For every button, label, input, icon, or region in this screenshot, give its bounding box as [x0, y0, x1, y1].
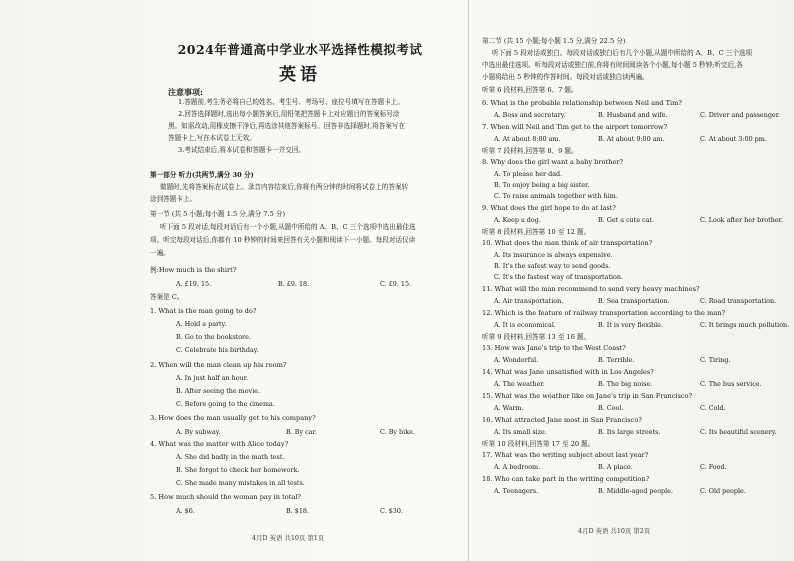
question-stem: 5. How much should the woman pay in total? — [150, 493, 301, 501]
question-stem: 2. When will the man clean up his room? — [150, 361, 287, 369]
question-option: C. Driver and passenger. — [700, 111, 781, 119]
question-option: A. She did badly in the math test. — [176, 453, 285, 461]
notice-line: 3.考试结束后,将本试卷和答题卡一并交回。 — [178, 146, 306, 154]
question-stem: 4. What was the matter with Alice today? — [150, 440, 289, 448]
question-option: A. Warm. — [494, 404, 524, 412]
example-option-c: C. £9. 15. — [380, 280, 412, 288]
notice-heading: 注意事项: — [168, 87, 203, 97]
question-option: B. Get a cute cat. — [598, 216, 655, 224]
question-option: B. Go to the bookstore. — [176, 333, 251, 341]
question-option: C. She made many mistakes in all tests. — [176, 479, 305, 487]
question-option: B. Cool. — [598, 404, 624, 412]
question-stem: 9. What does the girl hope to do at last? — [482, 204, 616, 212]
question-option: A. By subway. — [176, 428, 221, 436]
question-option: C. Food. — [700, 463, 727, 471]
question-stem: 18. Who can take part in the writing competition? — [482, 475, 650, 483]
question-stem: 14. What was Jane unsatisfied with in Los Angeles? — [482, 368, 654, 376]
question-option: B. It's the safest way to send goods. — [494, 262, 611, 270]
question-option: C. Look after her brother. — [700, 216, 784, 224]
question-option: A. Boss and secretary. — [494, 111, 566, 119]
example-option-b: B. £9. 18. — [278, 280, 310, 288]
question-option: A. Teenagers. — [494, 487, 539, 495]
question-option: B. Sea transportation. — [598, 297, 670, 305]
question-option: A. Keep a dog. — [494, 216, 541, 224]
notice-line: 2.回答选择题时,选出每小题答案后,用铅笔把答题卡上对应题目的答案标号涂 — [178, 110, 400, 118]
notice-line: 黑。如需改动,用橡皮擦干净后,再选涂其他答案标号。回答非选择题时,将答案写在 — [168, 122, 406, 130]
question-option: C. Its beautiful scenery. — [700, 428, 777, 436]
question-stem: 8. Why does the girl want a baby brother? — [482, 158, 624, 166]
exam-title: 2024年普通高中学业水平选择性模拟考试 — [177, 42, 423, 57]
material-heading: 听第 8 段材料,回答第 10 至 12 题。 — [482, 228, 591, 236]
question-stem: 7. When will Neil and Tim get to the airport tomorrow? — [482, 123, 668, 131]
section2-intro-line: 中选出最佳选项。听每段对话或独白前,你将有时间阅读各个小题,每小题 5 秒钟;听完后,各 — [482, 61, 743, 69]
question-option: C. $30. — [380, 507, 403, 515]
question-stem: 10. What does the man think of air transportation? — [482, 239, 653, 247]
section1-intro-line: 项。听完每段对话后,你都有 10 秒钟的时间来回答有关小题和阅读下一小题。每段对话仅读 — [150, 236, 416, 244]
section2-intro-line: 听下面 5 段对话或独白。每段对话或独白后有几个小题,从题中所给的 A、B、C 三个选项 — [492, 49, 753, 57]
question-option: A. To please her dad. — [494, 170, 563, 178]
example-question: 例:How much is the shirt? — [150, 266, 237, 274]
example-option-a: A. £19. 15. — [176, 280, 212, 288]
question-option: B. After seeing the movie. — [176, 387, 261, 395]
question-option: B. $18. — [286, 507, 309, 515]
question-option: A. Wonderful. — [494, 356, 539, 364]
question-option: B. Middle-aged people. — [598, 487, 673, 495]
question-option: A. A bedroom. — [494, 463, 541, 471]
question-stem: 13. How was Jane's trip to the West Coast? — [482, 344, 626, 352]
question-option: A. At about 8:00 am. — [494, 135, 561, 143]
question-option: B. Husband and wife. — [598, 111, 668, 119]
notice-line: 答题卡上,写在本试卷上无效。 — [168, 134, 256, 142]
question-option: C. It's the fastest way of transportation. — [494, 273, 624, 281]
question-stem: 6. What is the probable relationship between Neil and Tim? — [482, 99, 682, 107]
page-footer-left: 4月D 英语 共10页 第1页 — [252, 534, 325, 542]
question-stem: 17. What was the writing subject about last year? — [482, 451, 649, 459]
material-heading: 听第 7 段材料,回答第 8、9 题。 — [482, 147, 578, 155]
section2-intro-line: 小题将给出 5 秒钟的作答时间。每段对话或独白读两遍。 — [482, 73, 649, 81]
question-stem: 3. How does the man usually get to his company? — [150, 414, 316, 422]
question-option: C. Celebrate his birthday. — [176, 346, 259, 354]
question-option: B. She forgot to check her homework. — [176, 466, 300, 474]
question-option: A. $6. — [176, 507, 195, 515]
question-option: C. At about 3:00 pm. — [700, 135, 767, 143]
question-stem: 11. What will the man recommend to send very heavy machines? — [482, 285, 700, 293]
question-option: A. The weather. — [494, 380, 545, 388]
question-option: B. A place. — [598, 463, 633, 471]
question-stem: 15. What was the weather like on Jane's trip in San Francisco? — [482, 392, 693, 400]
question-stem: 16. What attracted Jane most in San Francisco? — [482, 416, 642, 424]
section2-heading: 第二节 (共 15 小题;每小题 1.5 分,满分 22.5 分) — [482, 37, 626, 45]
question-stem: 1. What is the man going to do? — [150, 307, 257, 315]
question-option: B. By car. — [286, 428, 317, 436]
question-option: A. In just half an hour. — [176, 374, 249, 382]
section1-intro-line: 听下面 5 段对话,每段对话后有一个小题,从题中所给的 A、B、C 三个选项中选出最佳选 — [160, 223, 416, 231]
example-answer: 答案是 C。 — [150, 293, 184, 301]
part1-heading: 第一部分 听力(共两节,满分 30 分) — [150, 171, 254, 179]
section2-intro-line: 听第 6 段材料,回答第 6、7 题。 — [482, 86, 578, 94]
question-option: C. To raise animals together with him. — [494, 192, 618, 200]
question-option: C. By bike. — [380, 428, 415, 436]
question-option: B. Terrible. — [598, 356, 635, 364]
exam-subject: 英语 — [279, 65, 321, 85]
question-option: C. Road transportation. — [700, 297, 777, 305]
question-option: C. Before going to the cinema. — [176, 400, 275, 408]
question-option: B. Its large streets. — [598, 428, 661, 436]
material-heading: 听第 10 段材料,回答第 17 至 20 题。 — [482, 440, 595, 448]
section1-heading: 第一节 (共 5 小题;每小题 1.5 分,满分 7.5 分) — [150, 210, 286, 218]
question-option: C. The bus service. — [700, 380, 762, 388]
question-option: C. It brings much pollution. — [700, 321, 790, 329]
question-option: B. The big noise. — [598, 380, 653, 388]
question-option: B. It is very flexible. — [598, 321, 663, 329]
page-footer-right: 4月D 英语 共10页 第2页 — [578, 527, 651, 535]
question-option: A. It is economical. — [494, 321, 556, 329]
question-option: A. Air transportation. — [494, 297, 564, 305]
notice-line: 1.答题前,考生务必将自己的姓名、考生号、考场号、座位号填写在答题卡上。 — [178, 98, 404, 106]
question-option: B. To enjoy being a big sister. — [494, 181, 590, 189]
question-option: A. Its small size. — [494, 428, 547, 436]
part1-intro-line: 涂到答题卡上。 — [150, 195, 197, 203]
section1-intro-line: 一遍。 — [150, 249, 170, 257]
question-option: C. Cold. — [700, 404, 726, 412]
material-heading: 听第 9 段材料,回答第 13 至 16 题。 — [482, 333, 591, 341]
question-option: C. Tiring. — [700, 356, 731, 364]
page-divider — [468, 0, 469, 561]
question-stem: 12. Which is the feature of railway transportation according to the man? — [482, 309, 726, 317]
question-option: A. Its insurance is always expensive. — [494, 251, 613, 259]
part1-intro-line: 做题时,先将答案标在试卷上。录音内容结束后,你将有两分钟的时间将试卷上的答案转 — [160, 183, 409, 191]
question-option: A. Hold a party. — [176, 320, 227, 328]
question-option: C. Old people. — [700, 487, 746, 495]
question-option: B. At about 9:00 am. — [598, 135, 665, 143]
